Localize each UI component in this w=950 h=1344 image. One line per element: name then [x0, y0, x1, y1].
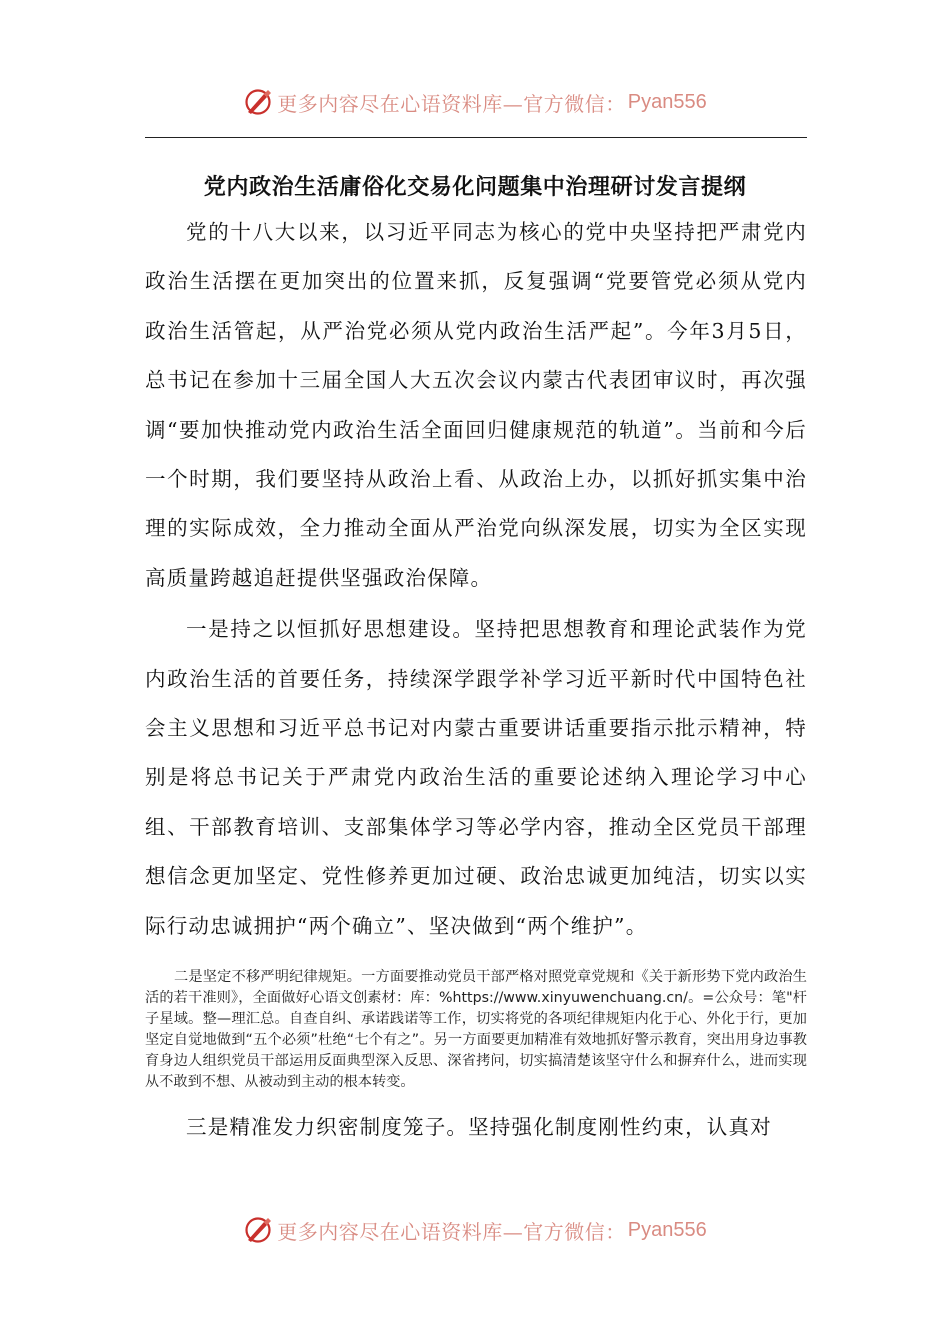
page-title: 党内政治生活庸俗化交易化问题集中治理研讨发言提纲: [203, 174, 747, 200]
pen-circle-logo-icon: [243, 1215, 273, 1245]
header-divider: [145, 137, 807, 138]
watermark-wechat-id: Pyan556: [627, 90, 707, 113]
watermark-banner-top: [0, 82, 950, 122]
paragraph-intro: 党的十八大以来，以习近平同志为核心的党中央坚持把严肃党内政治生活摆在更加突出的位置来抓，反复强调“党要管党必须从党内政治生活管起，从严治党必须从党内政治生活严起”。今年3月5日，总书记在参加十三届全国人大五次会议内蒙古代表团审议时，再次强调“要加快推动党内政治生活全面回归健康规范的轨道”。当前和今后一个时期，我们要坚持从政治上看、从政治上办，以抓好抓实集中治理的实际成效，全力推动全面从严治党向纵深发展，切实为全区实现高质量跨越追赶提供坚强政治保障。: [145, 220, 807, 590]
paragraph-thought-building: 一是持之以恒抓好思想建设。坚持把思想教育和理论武装作为党内政治生活的首要任务，持续深学跟学补学习近平新时代中国特色社会主义思想和习近平总书记对内蒙古重要讲话重要指示批示精神，特别是将总书记关于严肃党内政治生活的重要论述纳入理论学习中心组、干部教育培训、支部集体学习等必学内容，推动全区党员干部理想信念更加坚定、党性修养更加过硬、政治忠诚更加纯洁，切实以实际行动忠诚拥护“两个确立”、坚决做到“两个维护”。: [145, 617, 807, 938]
paragraph-discipline: 二是坚定不移严明纪律规矩。一方面要推动党员干部严格对照党章党规和《关于新形势下党内政治生活的若干准则》，全面做好心语文创素材：库：%https://www.xinyuwenchuang.cn/。=公众号：笔"杆子星域。整—理汇总。自查自纠、承诺践诺等工作，切实将党的各项纪律规矩内化于心、外化于行，更加坚定自觉地做到“五个必须”杜绝“七个有之”。另一方面要更加精准有效地抓好警示教育，突出用身边事教育身边人组织党员干部运用反面典型深入反思、深省拷问，切实搞清楚该坚守什么和摒弃什么，进而实现从不敢到不想、从被动到主动的根本转变。: [145, 969, 807, 1091]
paragraph-institution: 三是精准发力织密制度笼子。坚持强化制度刚性约束，认真对: [186, 1115, 772, 1140]
watermark-banner-bottom: [0, 1210, 950, 1250]
pen-circle-logo-icon: [243, 87, 273, 117]
watermark-text: 更多内容尽在心语资料库—官方微信：: [277, 1219, 626, 1244]
watermark-text: 更多内容尽在心语资料库—官方微信：: [277, 91, 626, 116]
document-body: [145, 208, 807, 1153]
watermark-wechat-id: Pyan556: [627, 1218, 707, 1241]
